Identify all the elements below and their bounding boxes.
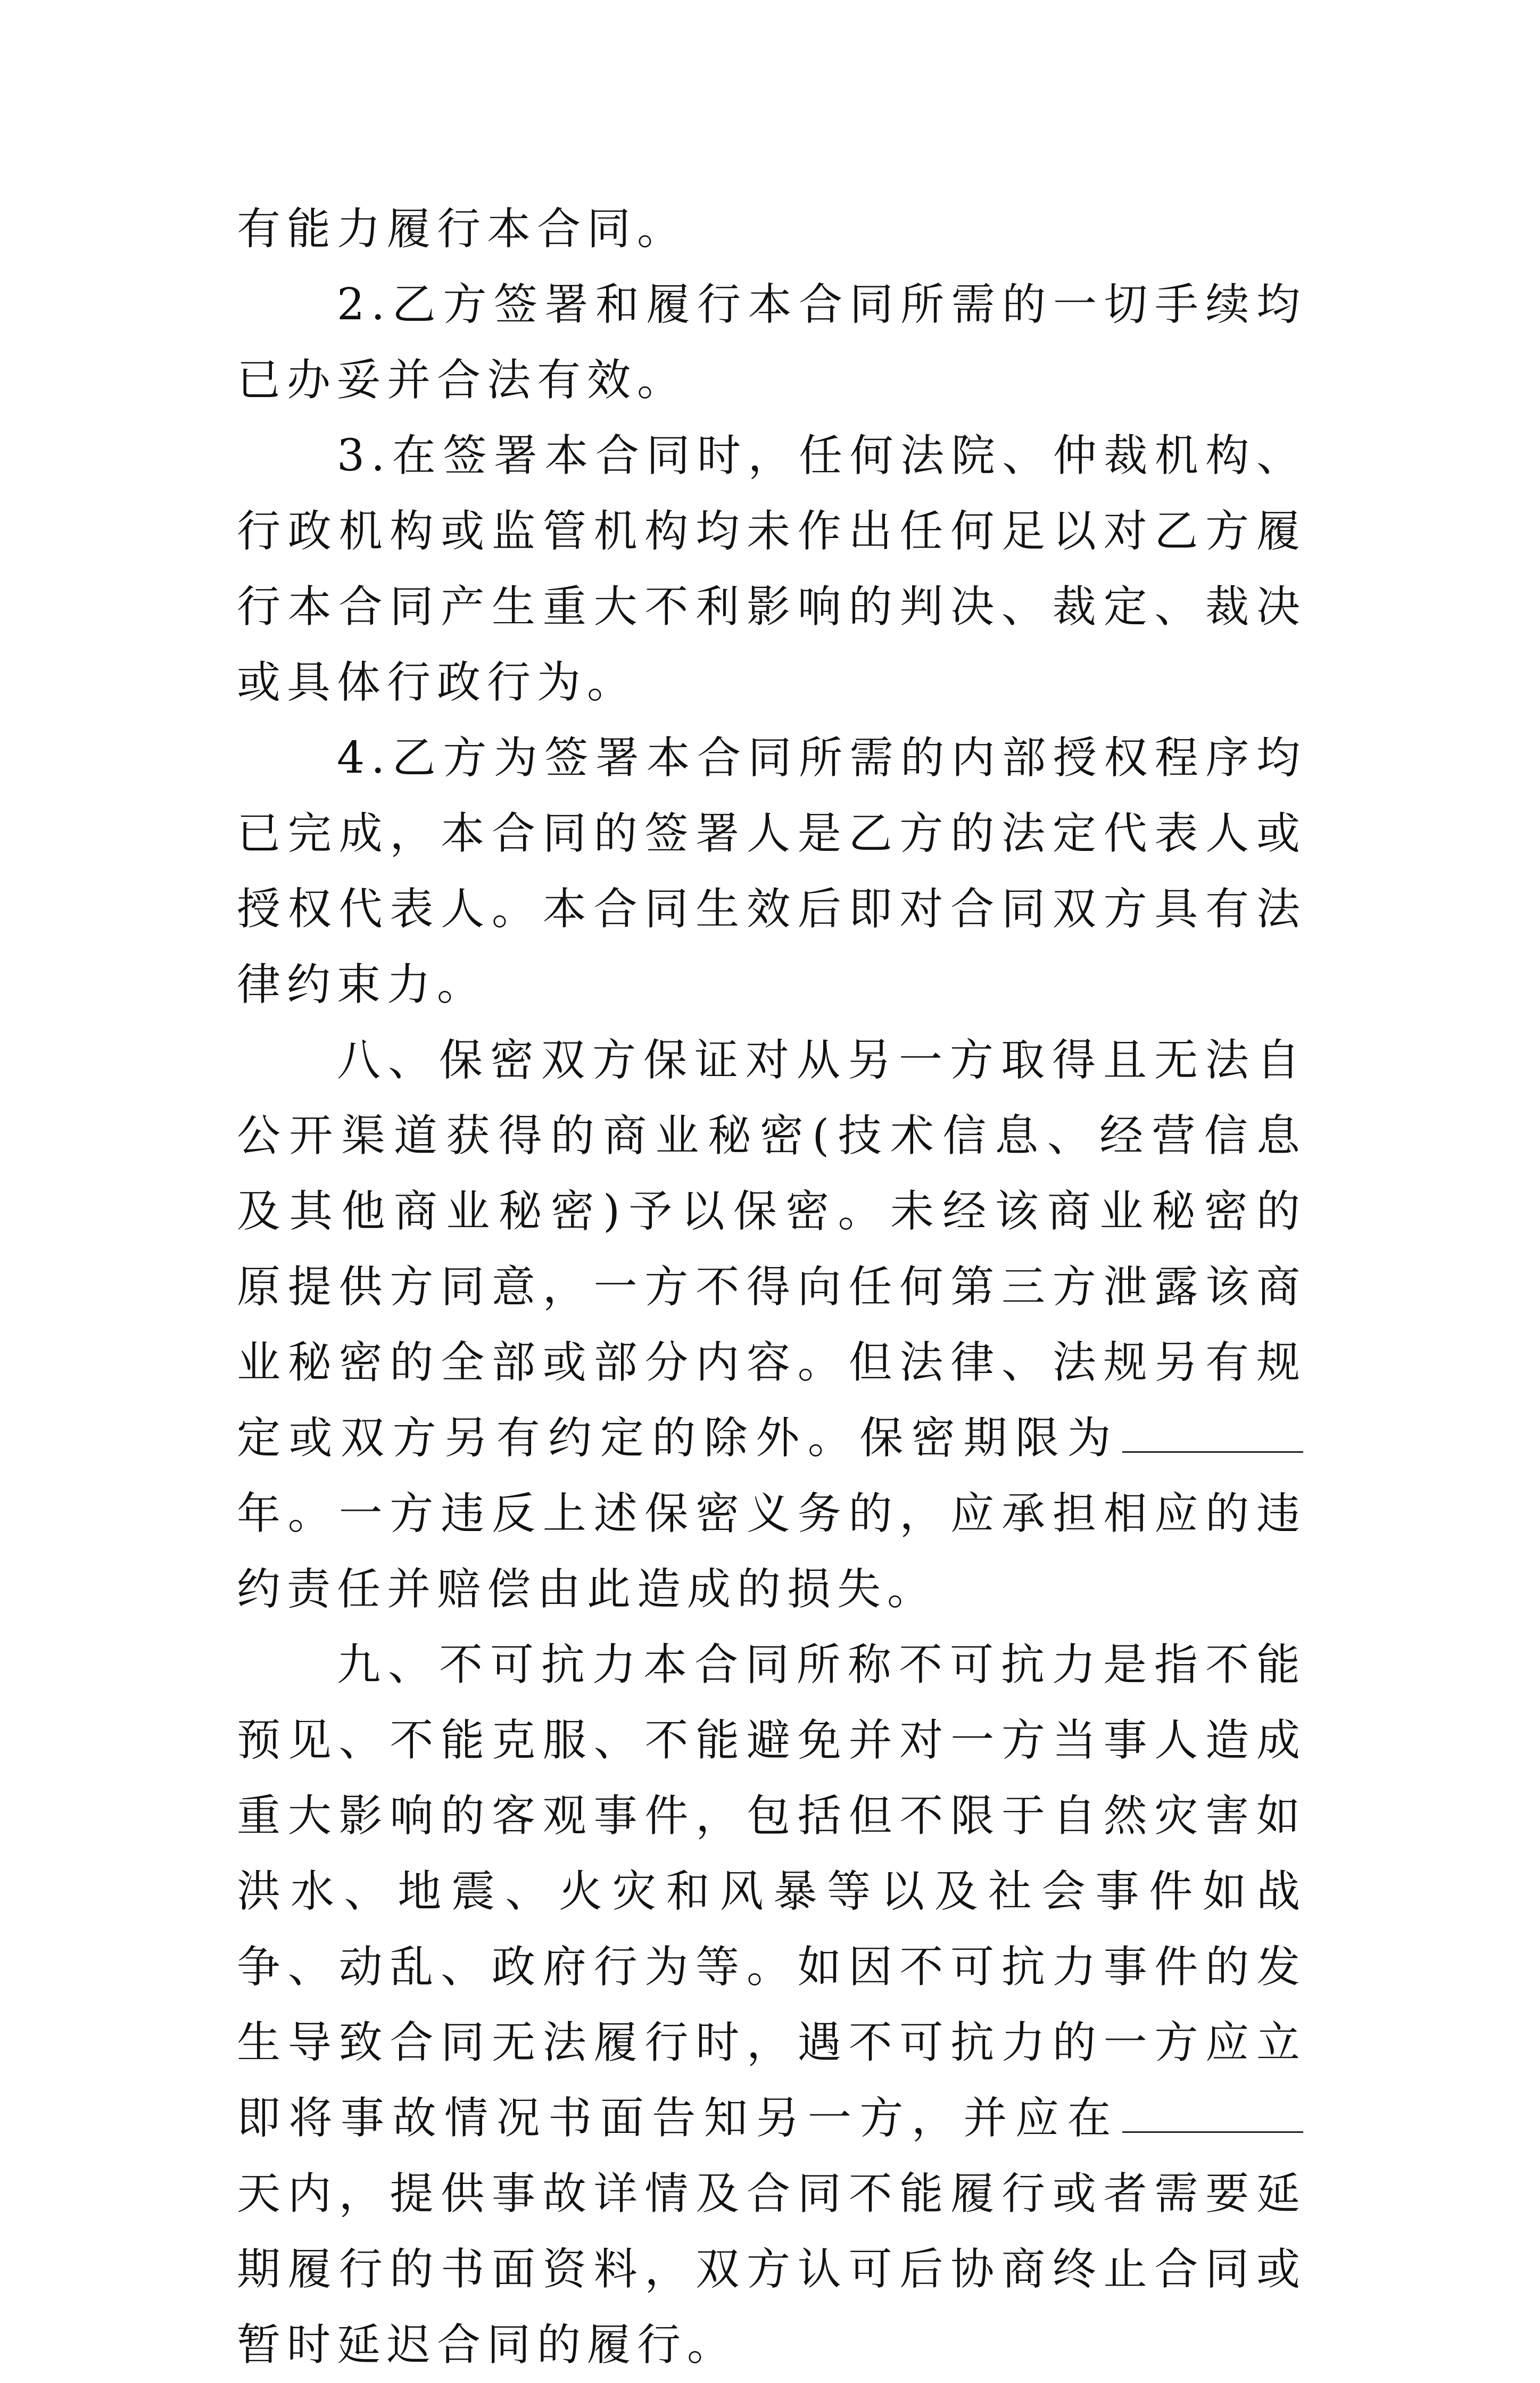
paragraph-text: 八、保密双方保证对从另一方取得且无法自公开渠道获得的商业秘密(技术信息、经营信息及其他商业秘密)予以保密。未经该商业秘密的原提供方同意，一方不得向任何第三方泄露该商业秘密的全部或部分内容。但法律、法规另有规定或双方另有约定的除外。保密期限为 xyxy=(237,1035,1306,1463)
paragraph-text: 九、不可抗力本合同所称不可抗力是指不能预见、不能克服、不能避免并对一方当事人造成重大影响的客观事件，包括但不限于自然灾害如洪水、地震、火灾和风暴等以及社会事件如战争、动乱、政府行为等。如因不可抗力事件的发生导致合同无法履行时，遇不可抗力的一方应立即将事故情况书面告知另一方，并应在 xyxy=(237,1640,1306,2144)
confidentiality-years-blank[interactable] xyxy=(1122,1419,1303,1453)
paragraph-clause-2 xyxy=(237,267,1306,418)
paragraph-clause-3 xyxy=(237,418,1306,721)
document-body xyxy=(237,192,1306,2383)
paragraph-text: 年。一方违反上述保密义务的，应承担相应的违约责任并赔偿由此造成的损失。 xyxy=(237,1488,1306,1615)
paragraph-text: 2.乙方签署和履行本合同所需的一切手续均已办妥并合法有效。 xyxy=(237,279,1306,406)
paragraph-text: 3.在签署本合同时，任何法院、仲裁机构、行政机构或监管机构均未作出任何足以对乙方履行本合同产生重大不利影响的判决、裁定、裁决或具体行政行为。 xyxy=(237,431,1306,708)
paragraph-continuation xyxy=(237,192,1306,267)
notice-days-blank[interactable] xyxy=(1122,2099,1303,2133)
paragraph-section-8-confidentiality xyxy=(237,1023,1306,1627)
paragraph-clause-4 xyxy=(237,721,1306,1023)
paragraph-text: 天内，提供事故详情及合同不能履行或者需要延期履行的书面资料，双方认可后协商终止合同或暂时延迟合同的履行。 xyxy=(237,2169,1306,2370)
paragraph-text: 有能力履行本合同。 xyxy=(237,204,688,254)
paragraph-text: 4.乙方为签署本合同所需的内部授权程序均已完成，本合同的签署人是乙方的法定代表人或授权代表人。本合同生效后即对合同双方具有法律约束力。 xyxy=(237,733,1306,1010)
paragraph-section-9-force-majeure xyxy=(237,1627,1306,2383)
